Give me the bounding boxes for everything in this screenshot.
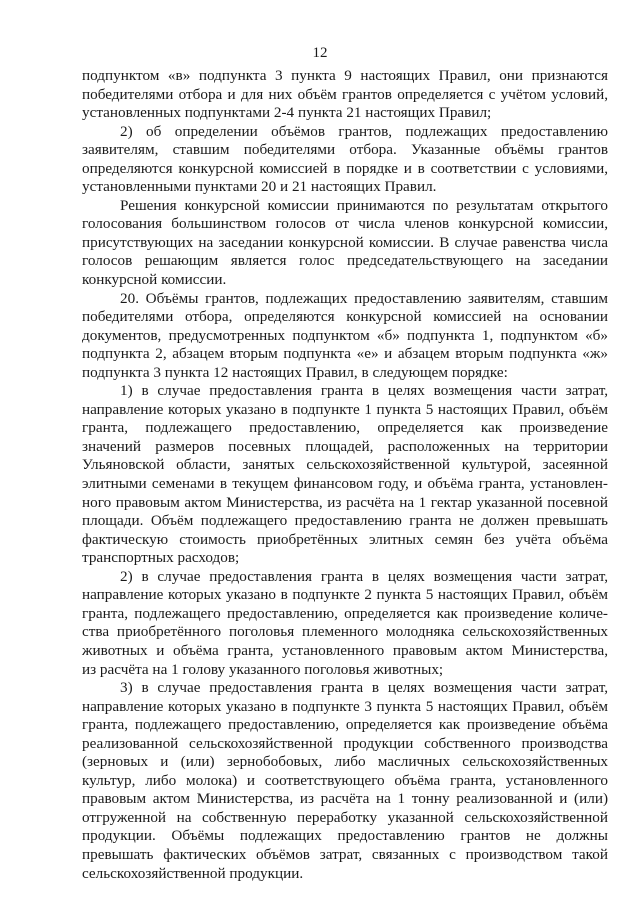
text-line: присутствующих на заседании конкурсной комиссии. В случае равенства числа	[82, 233, 608, 251]
text-line: 20. Объёмы грантов, подлежащих предоставлению заявителям, ставшим	[120, 289, 608, 307]
text-line: отгруженной на собственную переработку указанной сельскохозяйственной	[82, 808, 608, 826]
text-line: продукции. Объёмы подлежащих предоставлению грантов не должны	[82, 827, 608, 845]
text-line: направление которых указано в подпункте 1 пункта 5 настоящих Правил, объём	[82, 400, 608, 418]
text-line: подпункта 3 пункта 12 настоящих Правил, в следующем порядке:	[82, 363, 508, 381]
text-line: ного правовым актом Министерства, из расчёта на 1 гектар указанной посевной	[82, 493, 608, 511]
paragraph-p20_2	[82, 568, 608, 679]
paragraph-p20_3	[82, 679, 608, 883]
text-line: из расчёта на 1 голову указанного поголовья животных;	[82, 660, 444, 678]
paragraph-cont	[82, 67, 608, 123]
text-line: 2) об определении объёмов грантов, подлежащих предоставлению	[120, 122, 608, 140]
paragraph-p20	[82, 290, 608, 383]
text-line: установленных подпунктами 2-4 пункта 21 настоящих Правил;	[82, 104, 492, 122]
text-line: определяются конкурсной комиссией в порядке и в соответствии с условиями,	[82, 159, 608, 177]
text-line: 3) в случае предоставления гранта в целях возмещения части затрат,	[120, 679, 608, 697]
text-line: конкурсной комиссии.	[82, 271, 227, 289]
document-body	[82, 67, 608, 883]
text-line: Решения конкурсной комиссии принимаются по результатам открытого	[120, 196, 608, 214]
text-line: гранта, подлежащего предоставлению, определяется как произведение объёма	[82, 716, 608, 734]
text-line: фактическую стоимость приобретённых элитных семян без учёта объёма	[82, 530, 608, 548]
page-number: 12	[312, 45, 328, 61]
text-line: (зерновых и (или) зернобобовых, либо масличных сельскохозяйственных	[82, 753, 608, 771]
text-line: направление которых указано в подпункте 2 пункта 5 настоящих Правил, объём	[82, 586, 608, 604]
text-line: транспортных расходов;	[82, 549, 240, 567]
text-line: реализованной сельскохозяйственной продукции собственного производства	[82, 734, 608, 752]
text-line: Ульяновской области, занятых сельскохозяйственной культурой, засеянной	[82, 456, 608, 474]
text-line: подпунктом «в» подпункта 3 пункта 9 настоящих Правил, они признаются	[82, 67, 608, 84]
text-line: гранта, подлежащего предоставлению, определяется как произведение количе-	[82, 604, 608, 622]
paragraph-decisions	[82, 197, 608, 290]
text-line: 1) в случае предоставления гранта в целях возмещения части затрат,	[120, 382, 608, 400]
text-line: значений размеров посевных площадей, расположенных на территории	[82, 437, 608, 455]
text-line: голосов решающим является голос председательствующего на заседании	[82, 252, 608, 270]
text-line: элитными семенами в текущем финансовом году, и объёма гранта, установлен-	[82, 475, 608, 493]
text-line: победителями отбора, определяются конкурсной комиссией на основании	[82, 308, 608, 326]
text-line: площади. Объём подлежащего предоставлению гранта не должен превышать	[82, 512, 608, 530]
paragraph-p20_1	[82, 382, 608, 567]
text-line: победителями отбора и для них объём грантов определяется с учётом условий,	[82, 85, 608, 103]
text-line: установленными пунктами 20 и 21 настоящих Правил.	[82, 178, 437, 196]
text-line: голосования большинством голосов от числа членов конкурсной комиссии,	[82, 215, 608, 233]
paragraph-p2	[82, 123, 608, 197]
text-line: документов, предусмотренных подпунктом «б» подпункта 1, подпунктом «б»	[82, 326, 608, 344]
text-line: ства приобретённого поголовья племенного молодняка сельскохозяйственных	[82, 623, 608, 641]
text-line: культур, либо молока) и соответствующего объёма гранта, установленного	[82, 771, 608, 789]
text-line: 2) в случае предоставления гранта в целях возмещения части затрат,	[120, 567, 608, 585]
text-line: гранта, подлежащего предоставлению, определяется как произведение	[82, 419, 608, 437]
text-line: подпункта 2, абзацем вторым подпункта «е» и абзацем вторым подпункта «ж»	[82, 345, 608, 363]
text-line: направление которых указано в подпункте 3 пункта 5 настоящих Правил, объём	[82, 697, 608, 715]
text-line: заявителям, ставшим победителями отбора. Указанные объёмы грантов	[82, 141, 608, 159]
text-line: сельскохозяйственной продукции.	[82, 864, 304, 882]
text-line: правовым актом Министерства, из расчёта на 1 тонну реализованной и (или)	[82, 790, 608, 808]
text-line: животных и объёма гранта, установленного правовым актом Министерства,	[82, 641, 608, 659]
text-line: превышать фактических объёмов затрат, связанных с производством такой	[82, 845, 608, 863]
